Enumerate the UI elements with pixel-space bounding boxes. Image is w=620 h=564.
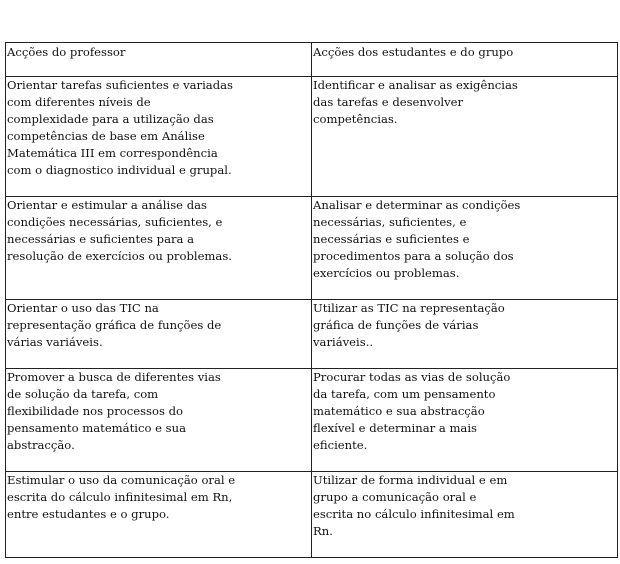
- cell-professor-text: Orientar e estimular a análise das condições necessárias, suficientes, e necessárias e suficientes para a resolução de exercícios ou problemas.: [7, 198, 232, 263]
- cell-professor: [6, 197, 312, 300]
- cell-professor: [6, 369, 312, 472]
- table-header-row: [6, 43, 618, 77]
- cell-estudantes: [312, 369, 618, 472]
- cell-professor-text: Promover a busca de diferentes vias de solução da tarefa, com flexibilidade nos processos do pensamento matemático e sua abstracção.: [7, 370, 221, 452]
- cell-estudantes: [312, 472, 618, 558]
- cell-professor-text: Orientar o uso das TIC na representação gráfica de funções de várias variáveis.: [7, 301, 222, 349]
- cell-estudantes-text: Identificar e analisar as exigências das tarefas e desenvolver competências.: [313, 78, 518, 126]
- cell-estudantes: [312, 300, 618, 369]
- header-cell-professor: [6, 43, 312, 77]
- table-row: [6, 77, 618, 197]
- cell-professor: [6, 472, 312, 558]
- cell-estudantes-text: Analisar e determinar as condições necessárias, suficientes, e necessárias e suficientes e procedimentos para a solução dos exercícios ou problemas.: [313, 198, 521, 280]
- cell-estudantes: [312, 77, 618, 197]
- cell-estudantes-text: Procurar todas as vias de solução da tarefa, com um pensamento matemático e sua abstracção flexível e determinar a mais eficiente.: [313, 370, 511, 452]
- cell-estudantes-text: Utilizar as TIC na representação gráfica de funções de várias variáveis..: [313, 301, 505, 349]
- header-professor-text: Acções do professor: [7, 45, 126, 59]
- table-row: [6, 369, 618, 472]
- header-estudantes-text: Acções dos estudantes e do grupo: [313, 45, 514, 59]
- cell-estudantes-text: Utilizar de forma individual e em grupo a comunicação oral e escrita no cálculo infinitesimal em Rn.: [313, 473, 515, 538]
- table-row: [6, 300, 618, 369]
- cell-professor: [6, 77, 312, 197]
- table-row: [6, 197, 618, 300]
- cell-estudantes: [312, 197, 618, 300]
- table-row: [6, 472, 618, 558]
- header-cell-estudantes: [312, 43, 618, 77]
- cell-professor: [6, 300, 312, 369]
- competencies-table: [5, 42, 618, 558]
- cell-professor-text: Estimular o uso da comunicação oral e escrita do cálculo infinitesimal em Rn, entre estudantes e o grupo.: [7, 473, 236, 521]
- cell-professor-text: Orientar tarefas suficientes e variadas com diferentes níveis de complexidade para a utilização das competências de base em Análise Matemática III em correspondência com o diagnostico individual e grupal.: [7, 78, 233, 177]
